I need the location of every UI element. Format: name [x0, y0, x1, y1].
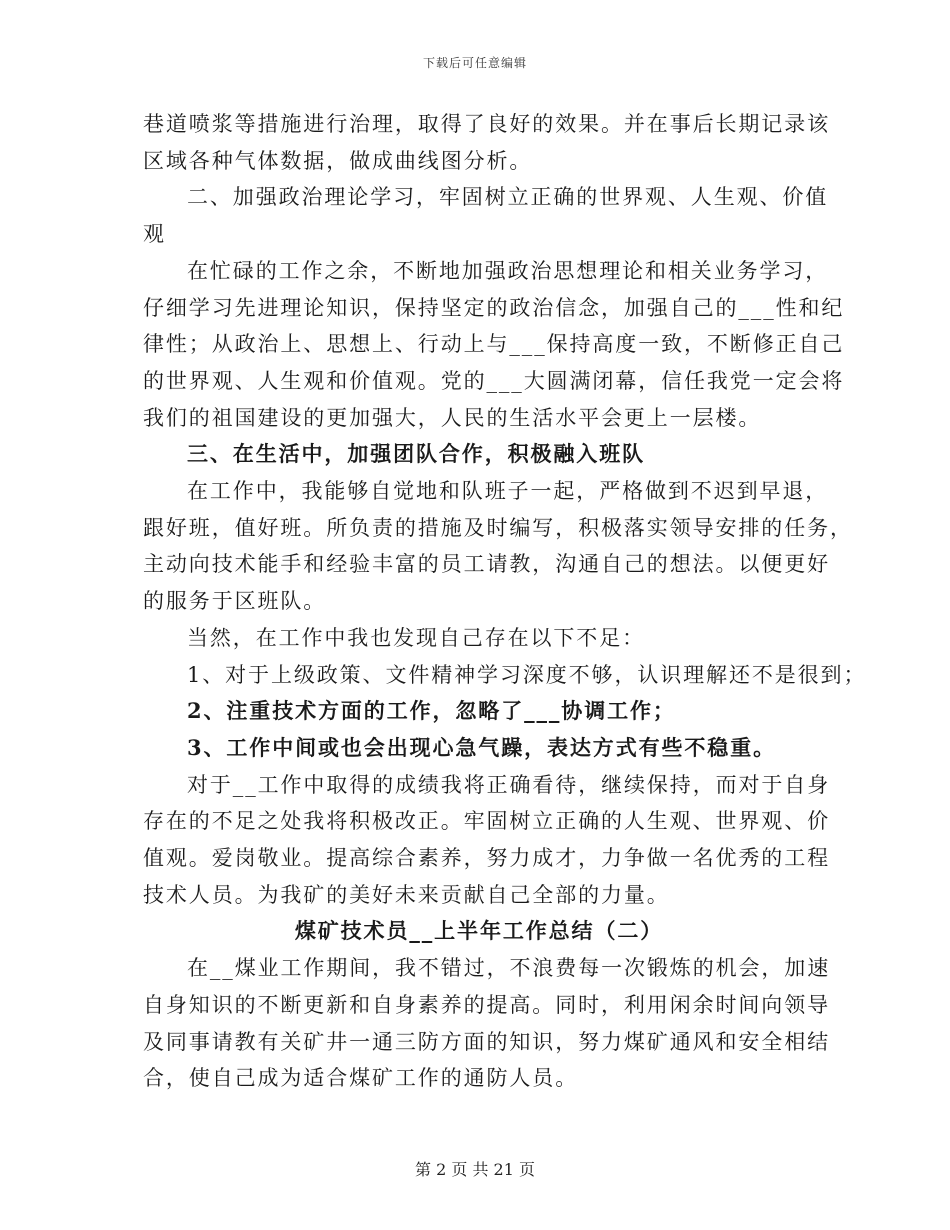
- text-line: 值观。爱岗敬业。提高综合素养，努力成才，力争做一名优秀的工程: [143, 846, 830, 871]
- text-line: 区域各种气体数据，做成曲线图分析。: [143, 148, 533, 173]
- text-line: 仔细学习先进理论知识，保持坚定的政治信念，加强自己的___性和纪: [143, 295, 845, 320]
- text-line: 对于__工作中取得的成绩我将正确看待，继续保持，而对于自身: [187, 772, 831, 797]
- text-line: 的世界观、人生观和价值观。党的___大圆满闭幕，信任我党一定会将: [143, 368, 845, 393]
- text-line: 观: [143, 222, 166, 247]
- text-line: 跟好班，值好班。所负责的措施及时编写，积极落实领导安排的任务，: [143, 515, 853, 540]
- text-line: 二、加强政治理论学习，牢固树立正确的世界观、人生观、价值: [187, 185, 829, 210]
- section-title: 煤矿技术员__上半年工作总结（二）: [294, 918, 664, 944]
- document-body: [143, 106, 867, 1097]
- text-line: 及同事请教有关矿井一通三防方面的知识，努力煤矿通风和安全相结: [143, 1029, 830, 1054]
- text-line: 技术人员。为我矿的美好未来贡献自己全部的力量。: [143, 882, 670, 907]
- text-line: 在__煤业工作期间，我不错过，不浪费每一次锻炼的机会，加速: [187, 956, 831, 981]
- text-line: 巷道喷浆等措施进行治理，取得了良好的效果。并在事后长期记录该: [143, 112, 830, 136]
- text-line: 律性；从政治上、思想上、行动上与___保持高度一致，不断修正自己: [143, 332, 845, 357]
- text-line: 在工作中，我能够自觉地和队班子一起，严格做到不迟到早退，: [187, 479, 829, 504]
- text-line: 合，使自己成为适合煤矿工作的通防人员。: [143, 1066, 579, 1091]
- text-line: 的服务于区班队。: [143, 589, 327, 614]
- bold-text-line: 3、工作中间或也会出现心急气躁，表达方式有些不稳重。: [187, 734, 777, 760]
- text-line: 主动向技术能手和经验丰富的员工请教，沟通自己的想法。以便更好: [143, 552, 830, 577]
- page-header: 下载后可任意编辑: [422, 56, 527, 70]
- bold-text-line: 三、在生活中，加强团队合作，积极融入班队: [187, 441, 645, 467]
- text-line: 自身知识的不断更新和自身素养的提高。同时，利用闲余时间向领导: [143, 992, 830, 1017]
- text-line: 1、对于上级政策、文件精神学习深度不够，认识理解还不是很到；: [187, 662, 867, 687]
- text-line: 在忙碌的工作之余，不断地加强政治思想理论和相关业务学习，: [187, 258, 829, 283]
- text-line: 当然，在工作中我也发现自己存在以下不足：: [187, 625, 645, 650]
- bold-text-line: 2、注重技术方面的工作，忽略了___协调工作；: [187, 698, 676, 724]
- text-line: 我们的祖国建设的更加强大，人民的生活水平会更上一层楼。: [143, 405, 762, 430]
- page-footer: 第 2 页 共 21 页: [415, 1160, 535, 1179]
- text-line: 存在的不足之处我将积极改正。牢固树立正确的人生观、世界观、价: [143, 809, 830, 834]
